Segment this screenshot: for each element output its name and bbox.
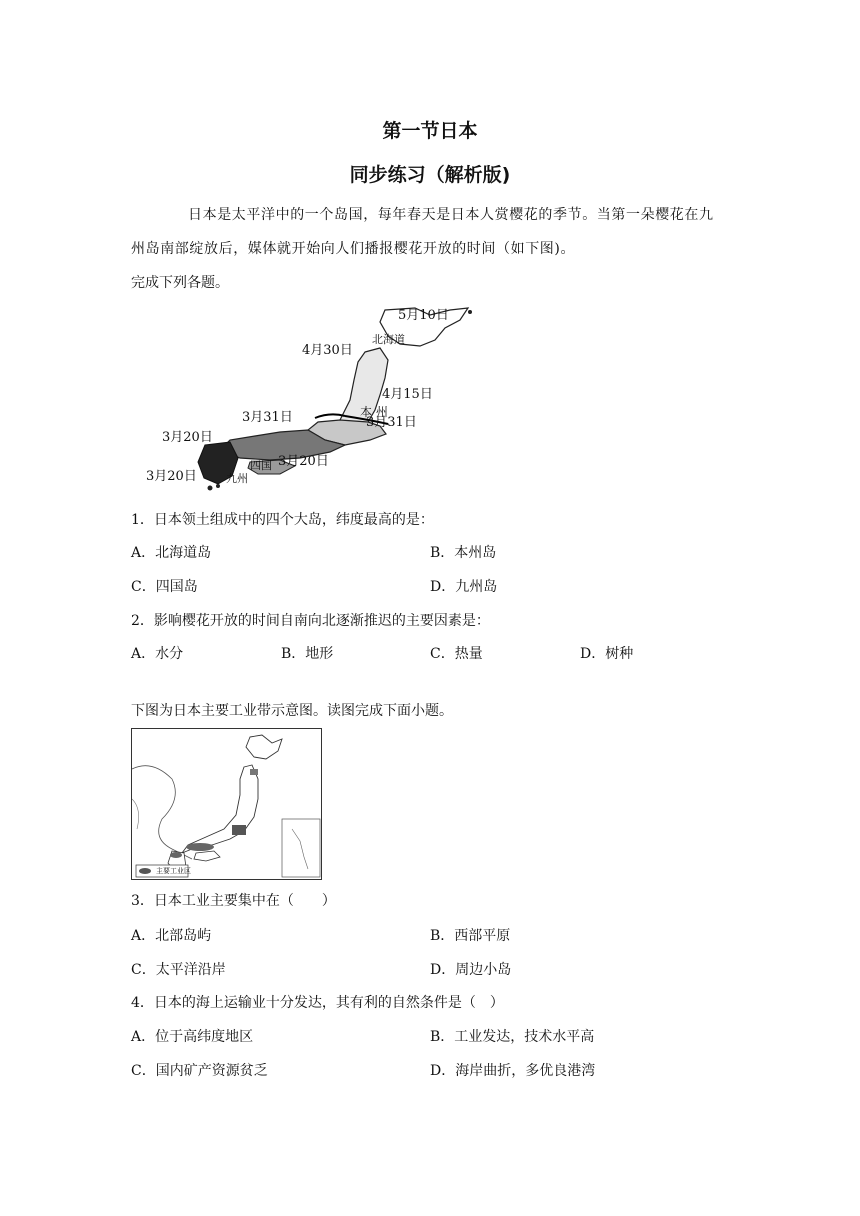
date-label-mar20-shikoku: 3月20日: [278, 454, 329, 469]
question-2-stem: 2．影响樱花开放的时间自南向北逐渐推迟的主要因素是：: [131, 613, 490, 629]
question-2-option-b: B．地形: [281, 646, 334, 662]
page-subtitle: 同步练习（解析版): [349, 164, 511, 186]
industrial-belt-map: [131, 728, 322, 880]
question-1-option-c: C．四国岛: [131, 579, 198, 595]
page-title: 第一节日本: [382, 120, 478, 142]
map2-legend-label: 主要工业区: [156, 867, 191, 875]
question-3-option-c: C．太平洋沿岸: [131, 962, 226, 978]
region-label-hokkaido: 北海道: [372, 333, 405, 346]
region-label-kyushu: 九州: [226, 472, 248, 485]
question-2-option-c: C．热量: [430, 646, 483, 662]
intro-line-1: 日本是太平洋中的一个岛国，每年春天是日本人赏樱花的季节。当第一朵樱花在九: [188, 207, 714, 223]
date-label-mar20-north: 3月20日: [162, 430, 213, 445]
question-1-stem: 1．日本领土组成中的四个大岛，纬度最高的是：: [131, 512, 434, 528]
date-label-apr30: 4月30日: [302, 343, 353, 358]
question-4-option-d: D．海岸曲折，多优良港湾: [430, 1063, 596, 1079]
question-2-option-a: A．水分: [131, 646, 184, 662]
date-label-mar31-east: 3月31日: [366, 415, 417, 430]
question-4-option-c: C．国内矿产资源贫乏: [131, 1063, 268, 1079]
date-label-mar31-west: 3月31日: [242, 410, 293, 425]
question-1-option-b: B．本州岛: [430, 545, 497, 561]
question-3-stem: 3．日本工业主要集中在（ ）: [131, 893, 336, 909]
question-1-option-a: A．北海道岛: [131, 545, 212, 561]
date-label-may10: 5月10日: [398, 308, 449, 323]
question-3-option-b: B．西部平原: [430, 928, 511, 944]
date-label-apr15: 4月15日: [382, 387, 433, 402]
question-4-stem: 4．日本的海上运输业十分发达，其有利的自然条件是（ ）: [131, 995, 504, 1011]
question-3-option-d: D．周边小岛: [430, 962, 512, 978]
question-4-option-b: B．工业发达，技术水平高: [430, 1029, 595, 1045]
industrial-map-graphic: [132, 729, 321, 879]
question-2-option-d: D．树种: [580, 646, 634, 662]
intro-line-2: 州岛南部绽放后，媒体就开始向人们播报樱花开放的时间（如下图)。: [131, 241, 576, 257]
date-label-mar20-south: 3月20日: [146, 469, 197, 484]
cherry-blossom-map: [130, 300, 480, 492]
region-label-shikoku: 四国: [250, 459, 272, 472]
instruction-2: 下图为日本主要工业带示意图。读图完成下面小题。: [131, 703, 453, 719]
question-1-option-d: D．九州岛: [430, 579, 498, 595]
instruction-1: 完成下列各题。: [131, 275, 229, 291]
question-3-option-a: A．北部岛屿: [131, 928, 212, 944]
region-label-honshu: 本 州: [360, 405, 388, 419]
question-4-option-a: A．位于高纬度地区: [131, 1029, 254, 1045]
